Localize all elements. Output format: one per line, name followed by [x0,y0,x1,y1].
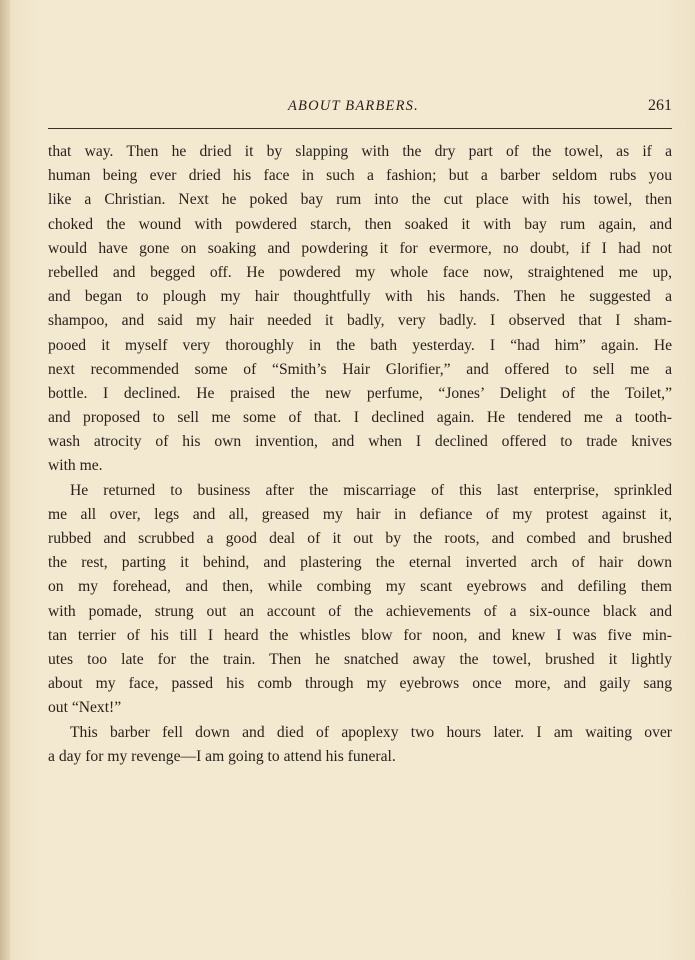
body-text [48,140,672,769]
text-line: rebelled and begged off. He powdered my whole face now, straightened me up, [48,263,672,281]
text-line: about my face, passed his comb through my eyebrows once more, and gaily sang [48,675,672,693]
text-line: me all over, legs and all, greased my hair in defiance of my protest against it, [48,505,672,523]
text-line: and began to plough my hair thoughtfully with his hands. Then he suggested a [48,288,672,306]
text-line: tan terrier of his till I heard the whistles blow for noon, and knew I was five min- [48,626,672,644]
text-line: He returned to business after the miscarriage of this last enterprise, sprinkled [70,481,672,499]
text-line: on my forehead, and then, while combing my scant eyebrows and defiling them [48,578,672,596]
text-line: and proposed to sell me some of that. I declined again. He tendered me a tooth- [48,409,672,427]
text-line: out “Next!” [48,699,122,717]
text-line: wash atrocity of his own invention, and when I declined offered to trade knives [48,433,672,451]
running-title: ABOUT BARBERS. [288,98,419,114]
text-line: with me. [48,457,103,475]
text-line: with pomade, strung out an account of the achievements of a six-ounce black and [48,602,672,620]
text-line: This barber fell down and died of apoplexy two hours later. I am waiting over [70,723,672,741]
text-line: next recommended some of “Smith’s Hair Glorifier,” and offered to sell me a [48,360,672,378]
page-gutter-shadow [0,0,10,960]
text-line: a day for my revenge—I am going to attend his funeral. [48,747,396,765]
text-line: like a Christian. Next he poked bay rum into the cut place with his towel, then [48,191,672,209]
text-line: rubbed and scrubbed a good deal of it out by the roots, and combed and brushed [48,530,672,547]
text-line: human being ever dried his face in such a fashion; but a barber seldom rubs you [48,167,672,185]
page-number: 261 [648,97,672,114]
text-line: shampoo, and said my hair needed it badly, very badly. I observed that I sham- [48,312,672,330]
running-header [48,98,672,118]
paragraph-2 [48,479,672,721]
text-line: that way. Then he dried it by slapping with the dry part of the towel, as if a [48,143,672,160]
paragraph-3 [48,721,672,769]
paragraph-1 [48,140,672,479]
text-line: choked the wound with powdered starch, then soaked it with bay rum again, and [48,215,672,233]
text-line: bottle. I declined. He praised the new perfume, “Jones’ Delight of the Toilet,” [48,384,672,402]
text-line: utes too late for the train. Then he snatched away the towel, brushed it lightly [48,650,672,668]
header-rule [48,128,672,129]
text-line: the rest, parting it behind, and plastering the eternal inverted arch of hair down [48,554,672,572]
text-line: pooed it myself very thoroughly in the bath yesterday. I “had him” again. He [48,336,672,354]
text-line: would have gone on soaking and powdering it for evermore, no doubt, if I had not [48,239,672,257]
